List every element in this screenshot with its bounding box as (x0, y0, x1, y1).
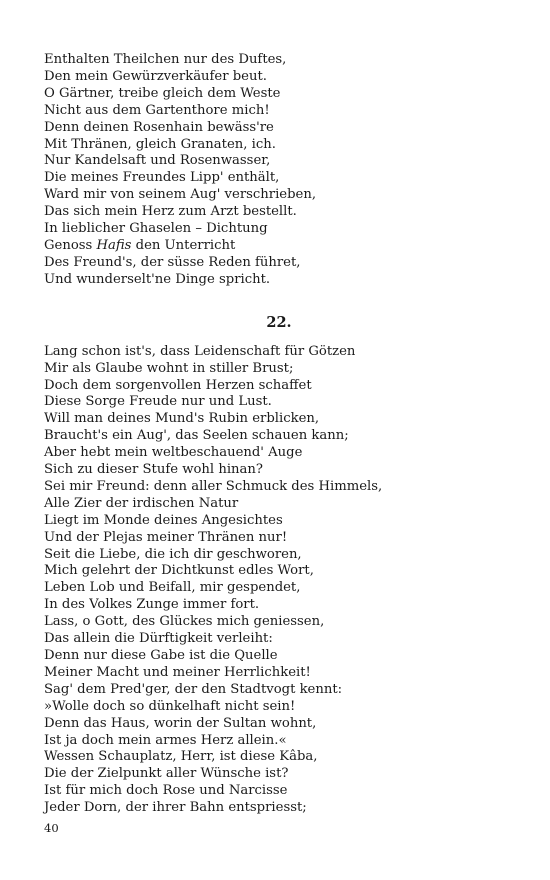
page-number: 40 (44, 821, 59, 835)
poem-line: Meiner Macht und meiner Herrlichkeit! (44, 664, 311, 680)
poem-line: Ist für mich doch Rose und Narcisse (44, 783, 288, 799)
poem-line: Sich zu dieser Stufe wohl hinan? (44, 462, 263, 478)
poem-line: »Wolle doch so dünkelhaft nicht sein! (44, 698, 296, 714)
poem-line: Mich gelehrt der Dichtkunst edles Wort, (44, 563, 314, 579)
poem-line: Sei mir Freund: denn aller Schmuck des Himmels, (44, 478, 383, 494)
poem-line: Doch dem sorgenvollen Herzen schaffet (44, 377, 312, 393)
poem-line: Jeder Dorn, der ihrer Bahn entspriesst; (44, 800, 307, 816)
poem-line: Ward mir von seinem Aug' verschrieben, (44, 187, 317, 203)
poem-line: Die der Zielpunkt aller Wünsche ist? (44, 766, 289, 782)
poem-line: In lieblicher Ghaselen – Dichtung (44, 221, 268, 237)
poem-line: Aber hebt mein weltbeschauend' Auge (44, 445, 303, 461)
poem-line: Diese Sorge Freude nur und Lust. (44, 394, 272, 410)
poem-line: Sag' dem Pred'ger, der den Stadtvogt kennt: (44, 681, 343, 697)
poem-number-heading: 22. (266, 313, 292, 331)
poem-line: Enthalten Theilchen nur des Duftes, (44, 52, 287, 67)
poem-line: Lang schon ist's, dass Leidenschaft für Götzen (44, 343, 356, 359)
poem-line: Nicht aus dem Gartenthore mich! (44, 102, 270, 118)
genoss-after: den Unterricht (131, 237, 236, 253)
genoss-before: Genoss (44, 237, 97, 253)
poem-line: Will man deines Mund's Rubin erblicken, (44, 411, 320, 427)
poem-line: Denn deinen Rosenhain bewäss're (44, 119, 274, 135)
poem-line: Des Freund's, der süsse Reden führet, (44, 254, 301, 270)
poem-line: Wessen Schauplatz, Herr, ist diese Kâba, (44, 749, 318, 765)
poem-line: Und der Plejas meiner Thränen nur! (44, 529, 288, 545)
poem-line: Das sich mein Herz zum Arzt bestellt. (44, 204, 297, 220)
poem-line: O Gärtner, treibe gleich dem Weste (44, 85, 281, 101)
poem-line: Denn nur diese Gabe ist die Quelle (44, 648, 278, 663)
poem-line: Mir als Glaube wohnt in stiller Brust; (44, 360, 294, 376)
poem-line: Und wunderselt'ne Dinge spricht. (44, 271, 271, 287)
poem-line: Die meines Freundes Lipp' enthält, (44, 170, 280, 186)
poem-22 (44, 344, 514, 817)
poem-line: In des Volkes Zunge immer fort. (44, 597, 260, 613)
poem-line: Das allein die Dürftigkeit verleiht: (44, 631, 273, 647)
poem-line-genoss (44, 238, 514, 255)
poem-line: Leben Lob und Beifall, mir gespendet, (44, 580, 301, 596)
poem-line: Liegt im Monde deines Angesichtes (44, 512, 283, 528)
poem-line: Lass, o Gott, des Glückes mich geniessen, (44, 614, 325, 630)
poem-line: Nur Kandelsaft und Rosenwasser, (44, 153, 271, 169)
poem-line: Alle Zier der irdischen Natur (44, 495, 239, 511)
poem-continued (44, 52, 514, 289)
poet-name-hafis: Hafis (96, 237, 132, 253)
poem-line: Seit die Liebe, die ich dir geschworen, (44, 546, 302, 562)
poem-line: Denn das Haus, worin der Sultan wohnt, (44, 715, 317, 731)
poem-line: Mit Thränen, gleich Granaten, ich. (44, 136, 276, 152)
poem-line: Braucht's ein Aug', das Seelen schauen kann; (44, 428, 349, 444)
poem-line: Ist ja doch mein armes Herz allein.« (44, 732, 287, 748)
book-page (44, 52, 514, 817)
poem-line: Den mein Gewürzverkäufer beut. (44, 68, 267, 84)
